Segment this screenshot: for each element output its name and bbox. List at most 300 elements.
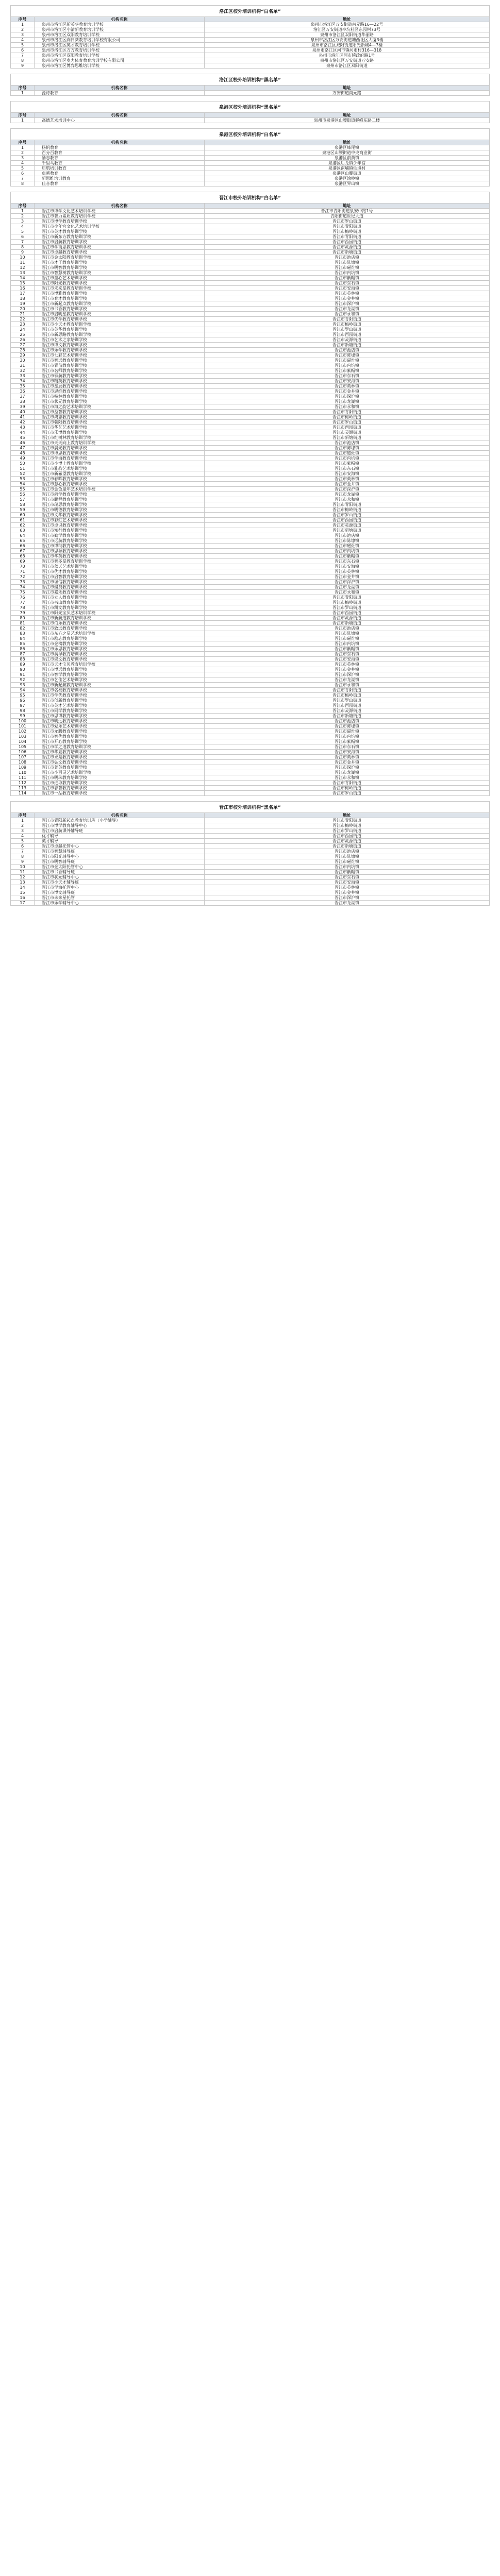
row-number: 71 xyxy=(11,569,35,574)
institution-name: 晋江市海之韵艺术培训学校 xyxy=(35,404,205,410)
row-number: 93 xyxy=(11,683,35,688)
institution-address: 晋江市紫帽镇 xyxy=(205,276,490,281)
table-row xyxy=(11,291,490,296)
institution-address: 晋江市新塘街道 xyxy=(205,714,490,719)
institution-address: 晋江市陈埭镇 xyxy=(205,631,490,636)
institution-address: 晋江市内坑镇 xyxy=(205,734,490,739)
institution-name: 晋江市勤学教育培训学校 xyxy=(35,533,205,538)
row-number: 65 xyxy=(11,538,35,544)
table-row xyxy=(11,425,490,430)
row-number: 20 xyxy=(11,307,35,312)
institution-address: 晋江市紫帽镇 xyxy=(205,870,490,875)
row-number: 23 xyxy=(11,322,35,327)
table-row xyxy=(11,569,490,574)
institution-address: 晋江市磁灶镇 xyxy=(205,636,490,641)
institution-name: 晋江市未来星托管 xyxy=(35,895,205,901)
institution-address: 晋江市东石镇 xyxy=(205,559,490,564)
row-number: 6 xyxy=(11,48,35,53)
institution-address: 晋江市紫帽镇 xyxy=(205,368,490,374)
row-number: 3 xyxy=(11,828,35,834)
institution-name: 晋江市明远教育培训学校 xyxy=(35,719,205,724)
table-row xyxy=(11,156,490,161)
institution-address: 晋江市梅岭街道 xyxy=(205,507,490,513)
row-number: 7 xyxy=(11,53,35,58)
table-row xyxy=(11,276,490,281)
institution-name: 晋江市博学教育辅导中心 xyxy=(35,823,205,828)
institution-name: 晋江市卓识教育培训学校 xyxy=(35,523,205,528)
institution-name: 晋江市朝阳教育培训学校 xyxy=(35,420,205,425)
table-row xyxy=(11,250,490,255)
institution-name: 晋江市明珠教育培训学校 xyxy=(35,775,205,781)
table-row xyxy=(11,337,490,343)
institution-address: 泉州市洛江区万安街道南元路16—22号 xyxy=(205,22,490,27)
institution-name: 晋江市龙腾教育培训学校 xyxy=(35,729,205,734)
table-row xyxy=(11,590,490,595)
row-number: 59 xyxy=(11,507,35,513)
institution-address: 晋江市西园街道 xyxy=(205,834,490,839)
table-row xyxy=(11,677,490,683)
institution-address: 晋江市陈埭镇 xyxy=(205,446,490,451)
table-row xyxy=(11,497,490,502)
table-row xyxy=(11,389,490,394)
row-number: 87 xyxy=(11,652,35,657)
row-number: 106 xyxy=(11,750,35,755)
institution-name: 晋江市创新教育培训学校 xyxy=(35,698,205,703)
institution-name: 晋江市博学教育培训学校 xyxy=(35,219,205,224)
institution-name: 晋江市励志教育培训学校 xyxy=(35,636,205,641)
table-row xyxy=(11,755,490,760)
institution-name: 晋江市优才教育培训学校 xyxy=(35,569,205,574)
table-row xyxy=(11,683,490,688)
row-number: 108 xyxy=(11,760,35,765)
institution-address: 晋江市灵源街道 xyxy=(205,708,490,714)
row-number: 24 xyxy=(11,327,35,332)
institution-address: 晋江市英林镇 xyxy=(205,755,490,760)
institution-name: 优才辅导 xyxy=(35,834,205,839)
header-name: 机构名称 xyxy=(35,204,205,209)
institution-name: 泉州市洛江区博弈思维培训学校 xyxy=(35,63,205,69)
table-row xyxy=(11,507,490,513)
row-number: 69 xyxy=(11,559,35,564)
row-number: 74 xyxy=(11,585,35,590)
institution-address: 晋江市安海镇 xyxy=(205,379,490,384)
table-row xyxy=(11,22,490,27)
institution-name: 晋江市天才宝贝教育培训学校 xyxy=(35,662,205,667)
row-number: 22 xyxy=(11,317,35,322)
table-row xyxy=(11,698,490,703)
institution-name: 晋江市启智教育培训学校 xyxy=(35,574,205,580)
institution-name: 晋江市思维教育培训学校 xyxy=(35,389,205,394)
institution-name: 泉州市洛江区双阳教育培训学校 xyxy=(35,32,205,38)
row-number: 101 xyxy=(11,724,35,729)
institution-address: 晋江市梅岭街道 xyxy=(205,229,490,234)
institution-address: 晋江市西园街道 xyxy=(205,240,490,245)
institution-name: 泉州市洛江区新英华教育培训学校 xyxy=(35,22,205,27)
row-number: 1 xyxy=(11,22,35,27)
row-number: 6 xyxy=(11,844,35,849)
institution-name: 晋江市红树林教育培训学校 xyxy=(35,435,205,440)
institution-address: 晋江市永和镇 xyxy=(205,590,490,595)
row-number: 105 xyxy=(11,744,35,750)
institution-name: 卓越教育 xyxy=(35,171,205,176)
table-row xyxy=(11,466,490,471)
institution-name: 晋江市乐思教育培训学校 xyxy=(35,647,205,652)
header-name: 机构名称 xyxy=(35,113,205,118)
table-row xyxy=(11,209,490,214)
institution-address: 泉港区山腰街道中央商业街 xyxy=(205,150,490,156)
institution-address: 晋江市新塘街道 xyxy=(205,343,490,348)
row-number: 16 xyxy=(11,286,35,291)
institution-name: 晋江市明智教育培训学校 xyxy=(35,265,205,270)
institution-table xyxy=(10,112,490,123)
table-header-row xyxy=(11,140,490,145)
row-number: 110 xyxy=(11,770,35,775)
table-row xyxy=(11,647,490,652)
list-section xyxy=(10,128,490,187)
institution-name: 晋江市卓越托管中心 xyxy=(35,844,205,849)
institution-address: 晋江市内坑镇 xyxy=(205,549,490,554)
row-number: 4 xyxy=(11,224,35,229)
table-row xyxy=(11,791,490,796)
header-address: 地址 xyxy=(205,86,490,91)
institution-name: 晋江市启明星教育培训学校 xyxy=(35,312,205,317)
institution-address: 晋江市青阳街道 xyxy=(205,818,490,823)
institution-name: 启航培训教育 xyxy=(35,166,205,171)
institution-name: 晋江市未来星教育培训学校 xyxy=(35,286,205,291)
row-number: 13 xyxy=(11,880,35,885)
table-row xyxy=(11,523,490,528)
row-number: 28 xyxy=(11,348,35,353)
table-row xyxy=(11,631,490,636)
table-row xyxy=(11,176,490,181)
institution-name: 晋江市领航教育培训学校 xyxy=(35,374,205,379)
row-number: 97 xyxy=(11,703,35,708)
table-row xyxy=(11,38,490,43)
row-number: 4 xyxy=(11,834,35,839)
institution-address: 泉州市洛江区河市镇河市村316—318 xyxy=(205,48,490,53)
institution-name: 晋江市新起点教育培训学校 xyxy=(35,301,205,307)
institution-address: 晋江市深沪镇 xyxy=(205,672,490,677)
row-number: 38 xyxy=(11,399,35,404)
row-number: 5 xyxy=(11,229,35,234)
row-number: 79 xyxy=(11,611,35,616)
table-header-row xyxy=(11,86,490,91)
row-number: 7 xyxy=(11,849,35,854)
institution-address: 晋江市安海镇 xyxy=(205,471,490,477)
table-row xyxy=(11,471,490,477)
institution-address: 晋江市紫帽镇 xyxy=(205,554,490,559)
row-number: 17 xyxy=(11,291,35,296)
institution-name: 晋江市崇文教育培训学校 xyxy=(35,657,205,662)
table-row xyxy=(11,564,490,569)
header-address: 地址 xyxy=(205,113,490,118)
table-row xyxy=(11,775,490,781)
list-section xyxy=(10,101,490,123)
institution-address: 泉港区峰尾镇 xyxy=(205,145,490,150)
row-number: 72 xyxy=(11,574,35,580)
row-number: 8 xyxy=(11,245,35,250)
row-number: 60 xyxy=(11,513,35,518)
institution-address: 晋江市灵源街道 xyxy=(205,337,490,343)
header-no: 序号 xyxy=(11,17,35,22)
institution-address: 晋江市罗山街道 xyxy=(205,219,490,224)
table-row xyxy=(11,456,490,461)
institution-address: 晋江市龙湖镇 xyxy=(205,677,490,683)
row-number: 47 xyxy=(11,446,35,451)
institution-name: 晋江市翰林教育培训学校 xyxy=(35,394,205,399)
row-number: 15 xyxy=(11,890,35,895)
institution-name: 晋江市天天向上教育培训学校 xyxy=(35,440,205,446)
institution-name: 晋江市远航教育培训学校 xyxy=(35,538,205,544)
row-number: 43 xyxy=(11,425,35,430)
institution-address: 晋江市深沪镇 xyxy=(205,487,490,492)
institution-name: 晋江市智远教育培训学校 xyxy=(35,358,205,363)
table-row xyxy=(11,374,490,379)
institution-address: 晋江市永和镇 xyxy=(205,775,490,781)
institution-name: 晋江市智优教育培训学校 xyxy=(35,734,205,739)
institution-address: 晋江市梅岭街道 xyxy=(205,322,490,327)
table-row xyxy=(11,626,490,631)
institution-address: 泉州市泉港区山腰街道驿峰东路二楼 xyxy=(205,118,490,123)
table-row xyxy=(11,171,490,176)
institution-address: 洛江区万安街道亭坑社区东园村73号 xyxy=(205,27,490,32)
row-number: 90 xyxy=(11,667,35,672)
institution-address: 晋江市安海镇 xyxy=(205,286,490,291)
list-section xyxy=(10,5,490,69)
institution-name: 晋江市乐学辅导中心 xyxy=(35,901,205,906)
institution-name: 晋江市状元教育培训学校 xyxy=(35,399,205,404)
row-number: 8 xyxy=(11,58,35,63)
table-row xyxy=(11,549,490,554)
list-section xyxy=(10,192,490,796)
row-number: 3 xyxy=(11,219,35,224)
institution-name: 晋江市聚贤教育培训学校 xyxy=(35,585,205,590)
institution-address: 晋江市金井镇 xyxy=(205,389,490,394)
table-row xyxy=(11,255,490,260)
institution-name: 晋江市艺佳艺术培训学校 xyxy=(35,677,205,683)
institution-name: 晋江市智多星教育培训学校 xyxy=(35,559,205,564)
header-no: 序号 xyxy=(11,86,35,91)
section-title: 晋江市校外培训机构“白名单” xyxy=(10,192,490,203)
table-row xyxy=(11,281,490,286)
institution-address: 晋江市英林镇 xyxy=(205,662,490,667)
table-row xyxy=(11,214,490,219)
table-row xyxy=(11,513,490,518)
institution-address: 晋江市灵源街道 xyxy=(205,245,490,250)
institution-address: 晋江市梅岭街道 xyxy=(205,786,490,791)
table-row xyxy=(11,870,490,875)
row-number: 17 xyxy=(11,901,35,906)
institution-address: 晋江市英林镇 xyxy=(205,291,490,296)
row-number: 67 xyxy=(11,549,35,554)
institution-name: 晋江市少年宫文化艺术培训学校 xyxy=(35,224,205,229)
institution-address: 泉港区后龙镇少年宫 xyxy=(205,161,490,166)
row-number: 95 xyxy=(11,693,35,698)
institution-name: 晋江市童心艺术培训学校 xyxy=(35,276,205,281)
row-number: 34 xyxy=(11,379,35,384)
table-row xyxy=(11,420,490,425)
institution-name: 扬帆教育 xyxy=(35,145,205,150)
table-row xyxy=(11,440,490,446)
institution-address: 晋江市陈埭镇 xyxy=(205,854,490,859)
row-number: 29 xyxy=(11,353,35,358)
table-row xyxy=(11,265,490,270)
institution-address: 晋江市永和镇 xyxy=(205,312,490,317)
institution-name: 晋江市尚学教育培训学校 xyxy=(35,492,205,497)
institution-address: 晋江市英林镇 xyxy=(205,569,490,574)
institution-address: 晋江市金井镇 xyxy=(205,890,490,895)
institution-name: 泉州市洛江区向日葵教育培训学校有限公司 xyxy=(35,38,205,43)
table-row xyxy=(11,688,490,693)
row-number: 41 xyxy=(11,415,35,420)
header-address: 地址 xyxy=(205,17,490,22)
row-number: 4 xyxy=(11,161,35,166)
row-number: 11 xyxy=(11,260,35,265)
institution-name: 晋江市小百灵艺术培训学校 xyxy=(35,770,205,775)
table-row xyxy=(11,528,490,533)
institution-address: 晋江市新塘街道 xyxy=(205,528,490,533)
institution-name: 晋江市智慧辅导班 xyxy=(35,849,205,854)
row-number: 5 xyxy=(11,839,35,844)
row-number: 8 xyxy=(11,854,35,859)
institution-name: 晋江市彩虹艺术培训学校 xyxy=(35,518,205,523)
institution-table xyxy=(10,812,490,906)
table-row xyxy=(11,859,490,865)
institution-name: 晋江市学海托管中心 xyxy=(35,885,205,890)
row-number: 14 xyxy=(11,276,35,281)
table-row xyxy=(11,181,490,187)
table-row xyxy=(11,451,490,456)
row-number: 99 xyxy=(11,714,35,719)
table-row xyxy=(11,580,490,585)
institution-address: 晋江市梅岭街道 xyxy=(205,415,490,420)
table-row xyxy=(11,885,490,890)
row-number: 2 xyxy=(11,150,35,156)
row-number: 3 xyxy=(11,156,35,161)
table-row xyxy=(11,734,490,739)
institution-name: 晋江市阳光辅导中心 xyxy=(35,854,205,859)
institution-address: 晋江市永和镇 xyxy=(205,683,490,688)
institution-address: 晋江市金井镇 xyxy=(205,296,490,301)
institution-name: 晋江市致远教育培训学校 xyxy=(35,626,205,631)
institution-address: 晋江市深沪镇 xyxy=(205,765,490,770)
table-row xyxy=(11,834,490,839)
table-row xyxy=(11,729,490,734)
table-row xyxy=(11,358,490,363)
table-row xyxy=(11,662,490,667)
row-number: 70 xyxy=(11,564,35,569)
table-row xyxy=(11,410,490,415)
institution-address: 晋江市金井镇 xyxy=(205,574,490,580)
row-number: 7 xyxy=(11,176,35,181)
institution-name: 晋江市书香辅导班 xyxy=(35,870,205,875)
institution-address: 晋江市磁灶镇 xyxy=(205,451,490,456)
row-number: 103 xyxy=(11,734,35,739)
row-number: 100 xyxy=(11,719,35,724)
institution-name: 泉州市洛江区小清新教育培训学校 xyxy=(35,27,205,32)
table-row xyxy=(11,91,490,96)
institution-address: 晋江市内坑镇 xyxy=(205,270,490,276)
row-number: 64 xyxy=(11,533,35,538)
row-number: 1 xyxy=(11,145,35,150)
institution-name: 晋江市伯乐教育培训学校 xyxy=(35,621,205,626)
table-row xyxy=(11,544,490,549)
institution-address: 晋江市磁灶镇 xyxy=(205,859,490,865)
row-number: 25 xyxy=(11,332,35,337)
institution-address: 泉州市洛江区双阳街道 xyxy=(205,63,490,69)
row-number: 10 xyxy=(11,255,35,260)
table-row xyxy=(11,865,490,870)
table-row xyxy=(11,430,490,435)
table-row xyxy=(11,574,490,580)
table-row xyxy=(11,343,490,348)
institution-name: 晋江市优学教育培训学校 xyxy=(35,317,205,322)
row-number: 81 xyxy=(11,621,35,626)
institution-name: 晋江市小博士教育培训学校 xyxy=(35,461,205,466)
institution-address: 晋江市青阳街道 xyxy=(205,234,490,240)
row-number: 1 xyxy=(11,209,35,214)
institution-name: 佳音教育 xyxy=(35,181,205,187)
institution-address: 晋江市紫帽镇 xyxy=(205,739,490,744)
table-row xyxy=(11,404,490,410)
table-row xyxy=(11,652,490,657)
institution-name: 晋江市诚信教育培训学校 xyxy=(35,580,205,585)
institution-name: 晋江市爱乐艺术培训学校 xyxy=(35,724,205,729)
institution-name: 晋江市金太阳教育培训学校 xyxy=(35,255,205,260)
institution-name: 晋江市学而思教育培训学校 xyxy=(35,245,205,250)
institution-address: 晋江市东石镇 xyxy=(205,875,490,880)
row-number: 78 xyxy=(11,605,35,611)
row-number: 9 xyxy=(11,859,35,865)
institution-address: 晋江市龙湖镇 xyxy=(205,492,490,497)
institution-name: 晋江市乐学教育培训学校 xyxy=(35,348,205,353)
institution-name: 晋江市菁英教育培训学校 xyxy=(35,765,205,770)
row-number: 111 xyxy=(11,775,35,781)
institution-address: 晋江市池店镇 xyxy=(205,255,490,260)
institution-name: 晋江市瑞思教育培训学校 xyxy=(35,502,205,507)
row-number: 96 xyxy=(11,698,35,703)
institution-name: 晋江市博思教育培训学校 xyxy=(35,451,205,456)
table-row xyxy=(11,739,490,744)
table-row xyxy=(11,786,490,791)
institution-address: 晋江市龙湖镇 xyxy=(205,770,490,775)
table-row xyxy=(11,636,490,641)
row-number: 50 xyxy=(11,461,35,466)
row-number: 84 xyxy=(11,636,35,641)
row-number: 6 xyxy=(11,234,35,240)
institution-address: 晋江市深沪镇 xyxy=(205,895,490,901)
row-number: 46 xyxy=(11,440,35,446)
table-row xyxy=(11,641,490,647)
institution-address: 晋江市紫帽镇 xyxy=(205,647,490,652)
table-row xyxy=(11,384,490,389)
row-number: 19 xyxy=(11,301,35,307)
row-number: 30 xyxy=(11,358,35,363)
institution-address: 晋江市青阳街道泉安中路1号 xyxy=(205,209,490,214)
institution-address: 泉州市洛江区双阳街道华丽路 xyxy=(205,32,490,38)
institution-name: 晋江市新航道教育培训学校 xyxy=(35,616,205,621)
table-row xyxy=(11,58,490,63)
row-number: 80 xyxy=(11,616,35,621)
header-address: 地址 xyxy=(205,204,490,209)
institution-address: 晋江市西园街道 xyxy=(205,703,490,708)
row-number: 82 xyxy=(11,626,35,631)
institution-name: 晋江市慧心教育培训学校 xyxy=(35,482,205,487)
institution-name: 晋江市金榜教育培训学校 xyxy=(35,641,205,647)
table-row xyxy=(11,518,490,523)
table-row xyxy=(11,296,490,301)
institution-name: 晋江市青阳新起点教育培训班（小学辅导） xyxy=(35,818,205,823)
